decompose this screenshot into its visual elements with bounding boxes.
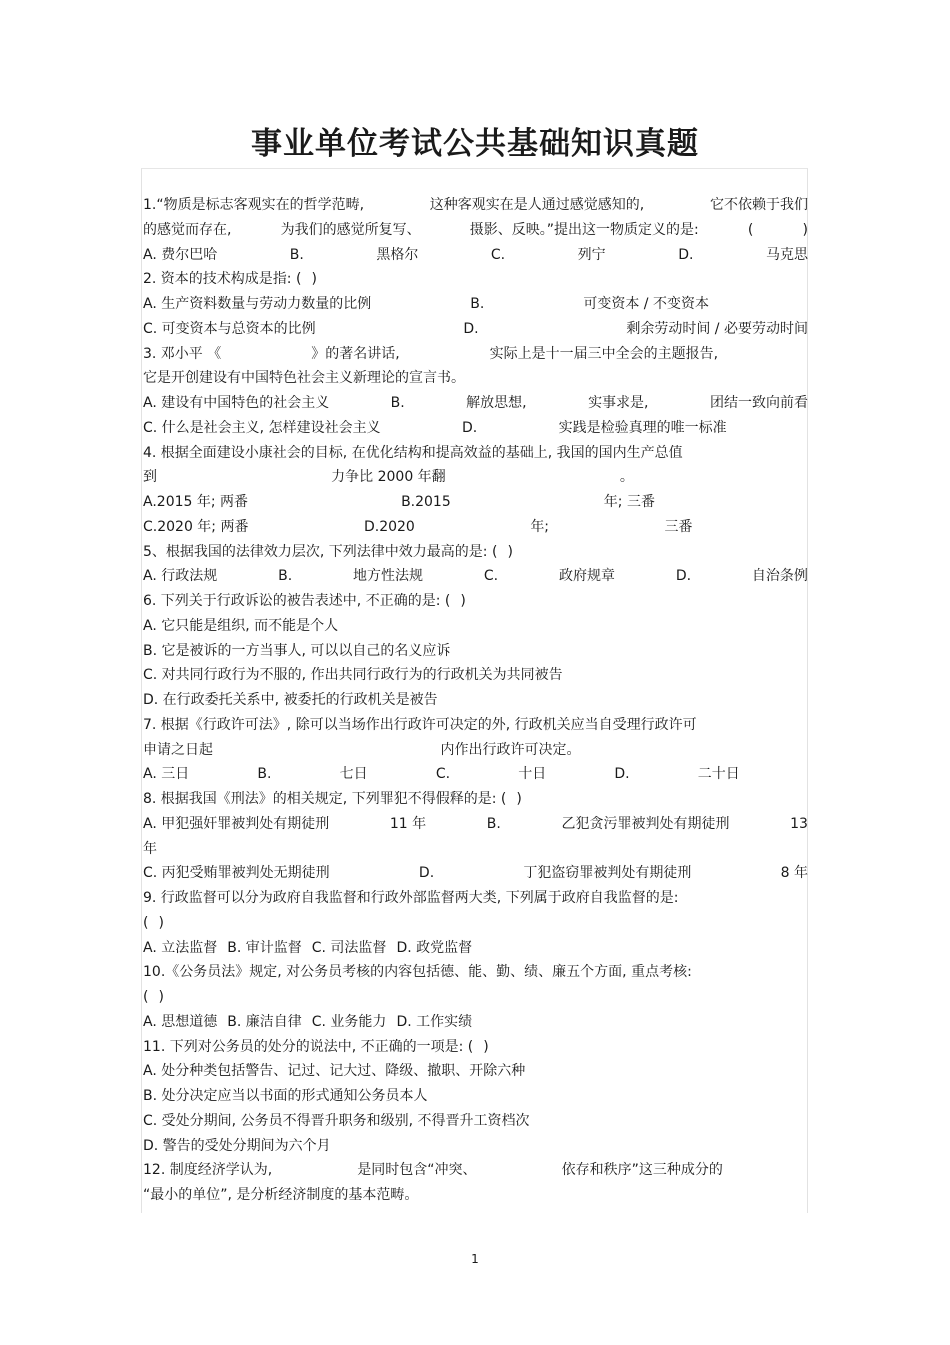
- text-line: [143, 713, 808, 738]
- text-segment: D.: [461, 419, 478, 436]
- text-line: [143, 762, 808, 787]
- text-segment: 2. 资本的技术构成是指: (: [143, 271, 302, 288]
- question-list: [143, 193, 808, 1208]
- text-segment: (: [143, 989, 149, 1005]
- text-line: [143, 1059, 808, 1084]
- text-line: [143, 837, 808, 862]
- text-segment: C. 什么是社会主义, 怎样建设社会主义: [143, 419, 381, 436]
- text-segment: ): [516, 791, 522, 807]
- text-segment: 摄影、反映。”提出这一物质定义的是:: [469, 221, 699, 238]
- text-segment: 列宁: [577, 246, 606, 263]
- text-line: [143, 391, 808, 416]
- text-segment: ): [460, 593, 466, 609]
- text-segment: 实事求是,: [588, 395, 649, 411]
- text-segment: 11. 下列对公务员的处分的说法中, 不正确的一项是: (: [143, 1038, 474, 1055]
- text-segment: A. 它只能是组织, 而不能是个人: [143, 617, 339, 634]
- text-segment: (: [747, 221, 754, 238]
- text-segment: B.: [289, 246, 304, 263]
- text-segment: 年: [143, 840, 157, 857]
- text-segment: C. 可变资本与总资本的比例: [143, 320, 316, 337]
- text-segment: A. 建设有中国特色的社会主义: [143, 395, 330, 411]
- text-segment: A. 生产资料数量与劳动力数量的比例: [143, 296, 372, 312]
- text-line: [143, 639, 808, 664]
- text-line: [143, 985, 808, 1010]
- text-segment: 。: [619, 469, 634, 486]
- text-segment: 申请之日起: [143, 741, 213, 758]
- text-segment: A. 甲犯强奸罪被判处有期徒刑: [143, 815, 330, 832]
- text-segment: B.: [278, 568, 293, 585]
- text-segment: C.: [435, 766, 451, 783]
- text-line: [143, 812, 808, 837]
- text-segment: 8 年: [780, 865, 808, 882]
- text-segment: D.: [418, 865, 435, 882]
- text-segment: 8. 根据我国《刑法》的相关规定, 下列罪犯不得假释的是: (: [143, 791, 507, 807]
- text-segment: B. 廉洁自律: [227, 1013, 302, 1030]
- text-segment: A. 三日: [143, 766, 190, 783]
- text-segment: 黑格尔: [376, 246, 419, 263]
- text-segment: ): [158, 914, 164, 931]
- text-segment: C. 受处分期间, 公务员不得晋升职务和级别, 不得晋升工资档次: [143, 1112, 530, 1129]
- text-segment: D. 在行政委托关系中, 被委托的行政机关是被告: [143, 692, 438, 708]
- text-line: [143, 1084, 808, 1109]
- text-segment: C. 丙犯受贿罪被判处无期徒刑: [143, 865, 330, 882]
- text-segment: 》的著名讲话,: [311, 345, 400, 362]
- text-line: [143, 218, 808, 243]
- text-segment: D.2020: [363, 518, 415, 535]
- text-line: [143, 1109, 808, 1134]
- text-segment: A.2015 年; 两番: [143, 494, 249, 510]
- page-number: 1: [471, 1252, 479, 1266]
- text-segment: 6. 下列关于行政诉讼的被告表述中, 不正确的是: (: [143, 593, 451, 609]
- text-segment: B.: [470, 296, 485, 312]
- text-segment: 十日: [518, 766, 547, 783]
- text-segment: 实践是检验真理的唯一标准: [558, 419, 727, 436]
- text-line: [143, 267, 808, 292]
- text-line: [143, 787, 808, 812]
- text-segment: “最小的单位”, 是分析经济制度的基本范畴。: [143, 1187, 419, 1203]
- text-line: [143, 1134, 808, 1159]
- text-segment: 是同时包含“冲突、: [357, 1162, 477, 1179]
- text-line: [143, 614, 808, 639]
- text-line: [143, 1010, 808, 1035]
- text-segment: 年;: [530, 518, 550, 535]
- text-segment: D.: [675, 568, 692, 585]
- text-segment: 11 年: [389, 815, 427, 832]
- text-segment: B. 处分决定应当以书面的形式通知公务员本人: [143, 1088, 428, 1104]
- text-segment: 4. 根据全面建设小康社会的目标, 在优化结构和提高效益的基础上, 我国的国内生产总值: [143, 444, 683, 461]
- text-segment: 依存和秩序”这三种成分的: [561, 1162, 723, 1179]
- text-segment: 它不依赖于我们: [709, 197, 808, 213]
- text-segment: C. 对共同行政行为不服的, 作出共同行政行为的行政机关为共同被告: [143, 667, 563, 684]
- text-segment: 解放思想,: [466, 395, 527, 411]
- text-segment: 5、根据我国的法律效力层次, 下列法律中效力最高的是: (: [143, 543, 498, 560]
- text-segment: D.: [678, 246, 694, 263]
- text-segment: 剩余劳动时间 / 必要劳动时间: [626, 320, 808, 337]
- text-line: [143, 243, 808, 268]
- text-line: [143, 936, 808, 961]
- text-segment: 地方性法规: [353, 568, 424, 585]
- document-title: 事业单位考试公共基础知识真题: [251, 126, 699, 162]
- text-segment: 实际上是十一届三中全会的主题报告,: [489, 345, 719, 362]
- text-segment: 7. 根据《行政许可法》, 除可以当场作出行政许可决定的外, 行政机关应当自受理行政许可: [143, 716, 697, 733]
- text-line: [143, 317, 808, 342]
- text-segment: D. 工作实绩: [396, 1013, 473, 1030]
- text-segment: ): [802, 221, 808, 238]
- text-line: [143, 738, 808, 763]
- text-segment: B.: [486, 815, 501, 832]
- text-line: [143, 416, 808, 441]
- text-segment: 的感觉而存在,: [143, 221, 232, 238]
- text-segment: C.2020 年; 两番: [143, 518, 249, 535]
- text-segment: 12. 制度经济学认为,: [143, 1162, 273, 1179]
- text-segment: D.: [614, 766, 630, 783]
- text-line: [143, 342, 808, 367]
- text-segment: A. 立法监督: [143, 939, 218, 956]
- text-segment: A. 费尔巴哈: [143, 246, 218, 263]
- text-segment: 自治条例: [751, 568, 808, 585]
- text-segment: B. 审计监督: [227, 939, 302, 956]
- text-segment: B.2015: [401, 494, 451, 510]
- text-segment: B.: [257, 766, 272, 783]
- text-segment: 3. 邓小平 《: [143, 345, 222, 362]
- text-segment: 内作出行政许可决定。: [440, 741, 581, 758]
- text-line: [143, 886, 808, 911]
- text-segment: ): [311, 271, 317, 288]
- text-segment: D. 政党监督: [396, 939, 473, 956]
- text-line: [143, 911, 808, 936]
- text-line: [143, 366, 808, 391]
- text-segment: 三番: [664, 518, 693, 535]
- text-line: [143, 490, 808, 515]
- text-line: [143, 515, 808, 540]
- text-line: [143, 663, 808, 688]
- text-segment: D.: [463, 320, 479, 337]
- text-segment: 力争比 2000 年翻: [331, 469, 446, 486]
- text-segment: 13: [790, 815, 808, 832]
- text-segment: C.: [490, 246, 506, 263]
- text-segment: 团结一致向前看: [709, 395, 808, 411]
- text-segment: 到: [143, 469, 157, 486]
- text-line: [143, 960, 808, 985]
- text-line: [143, 193, 808, 218]
- text-segment: B.: [390, 395, 405, 411]
- text-line: [143, 441, 808, 466]
- text-line: [143, 688, 808, 713]
- text-segment: C.: [483, 568, 499, 585]
- text-segment: 政府规章: [558, 568, 615, 585]
- text-segment: A. 思想道德: [143, 1013, 218, 1030]
- text-segment: 七日: [339, 766, 368, 783]
- text-line: [143, 564, 808, 589]
- text-segment: 年; 三番: [603, 494, 655, 510]
- text-segment: 它是开创建设有中国特色社会主义新理论的宣言书。: [143, 370, 465, 387]
- text-segment: 可变资本 / 不变资本: [583, 296, 709, 312]
- text-segment: 这种客观实在是人通过感觉感知的,: [429, 197, 645, 213]
- text-segment: 9. 行政监督可以分为政府自我监督和行政外部监督两大类, 下列属于政府自我监督的是:: [143, 890, 679, 906]
- text-segment: ): [158, 989, 164, 1005]
- text-segment: 1.“物质是标志客观实在的哲学范畴,: [143, 197, 365, 213]
- text-line: [143, 465, 808, 490]
- text-line: [143, 861, 808, 886]
- text-segment: C. 业务能力: [311, 1013, 387, 1030]
- text-line: [143, 1035, 808, 1060]
- text-segment: C. 司法监督: [311, 939, 387, 956]
- text-segment: 二十日: [697, 766, 740, 783]
- text-segment: 为我们的感觉所复写、: [280, 221, 421, 238]
- text-line: [143, 292, 808, 317]
- text-segment: B. 它是被诉的一方当事人, 可以以自己的名义应诉: [143, 642, 451, 659]
- text-line: [143, 1183, 808, 1208]
- text-segment: 10.《公务员法》规定, 对公务员考核的内容包括德、能、勤、绩、廉五个方面, 重点考核:: [143, 964, 692, 981]
- text-line: [143, 1158, 808, 1183]
- text-segment: A. 处分种类包括警告、记过、记大过、降级、撤职、开除六种: [143, 1063, 526, 1080]
- text-line: [143, 589, 808, 614]
- text-segment: (: [143, 914, 149, 931]
- text-segment: ): [507, 543, 513, 560]
- text-segment: 马克思: [765, 246, 808, 263]
- text-segment: A. 行政法规: [143, 568, 218, 585]
- text-line: [143, 540, 808, 565]
- text-segment: D. 警告的受处分期间为六个月: [143, 1137, 331, 1154]
- text-segment: ): [483, 1038, 489, 1055]
- text-segment: 丁犯盗窃罪被判处有期徒刑: [523, 865, 692, 882]
- text-segment: 乙犯贪污罪被判处有期徒刑: [561, 815, 730, 832]
